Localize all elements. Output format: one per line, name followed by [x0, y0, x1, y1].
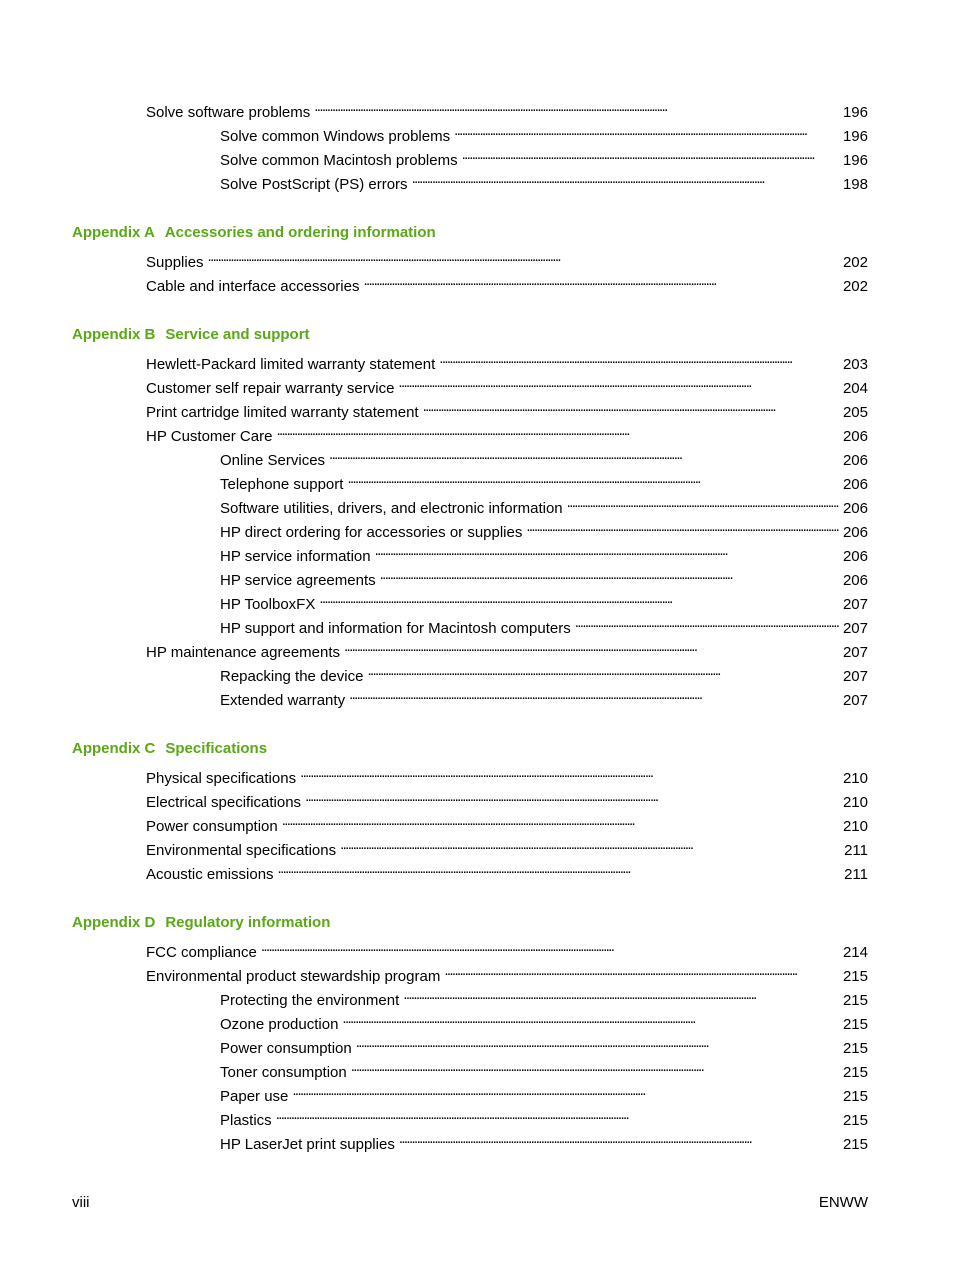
- toc-entry-title: HP service agreements: [220, 572, 376, 589]
- toc-entry-title: Environmental specifications: [146, 842, 337, 859]
- dot-leader: [342, 1008, 839, 1029]
- dot-leader: [526, 516, 839, 537]
- toc-entry-page: 196: [842, 104, 868, 121]
- toc-entry[interactable]: [220, 660, 868, 684]
- toc-entry-page: 210: [842, 818, 868, 835]
- dot-leader: [344, 636, 839, 657]
- toc-entry-title: Power consumption: [146, 818, 278, 835]
- appendix-heading[interactable]: [72, 324, 868, 348]
- appendix-label: Appendix A: [72, 224, 155, 241]
- toc-entry[interactable]: [146, 636, 868, 660]
- toc-entry-page: 215: [842, 1064, 868, 1081]
- toc-entry[interactable]: [220, 540, 868, 564]
- toc-entry[interactable]: [146, 348, 868, 372]
- toc-entry-page: 210: [842, 794, 868, 811]
- toc-entry[interactable]: [220, 168, 868, 192]
- dot-leader: [356, 1032, 839, 1053]
- dot-leader: [575, 612, 839, 633]
- toc-entry-page: 207: [842, 644, 868, 661]
- dot-leader: [454, 120, 839, 141]
- toc-entry[interactable]: [146, 810, 868, 834]
- toc-entry-title: Print cartridge limited warranty statement: [146, 404, 419, 421]
- toc-entry[interactable]: [146, 246, 868, 270]
- toc-entry-title: Paper use: [220, 1088, 289, 1105]
- toc-section: [72, 738, 868, 882]
- dot-leader: [403, 984, 839, 1005]
- toc-entry-page: 207: [842, 620, 868, 637]
- toc-entry-page: 207: [842, 668, 868, 685]
- toc-entry-title: Online Services: [220, 452, 326, 469]
- dot-leader: [300, 762, 839, 783]
- appendix-label: Appendix B: [72, 326, 156, 343]
- toc-entry-title: Acoustic emissions: [146, 866, 274, 883]
- dot-leader: [347, 468, 839, 489]
- toc-entry-title: Protecting the environment: [220, 992, 400, 1009]
- appendix-title: Accessories and ordering information: [164, 224, 436, 241]
- toc-entry[interactable]: [220, 120, 868, 144]
- toc-entry[interactable]: [220, 492, 868, 516]
- toc-entry-page: 204: [842, 380, 868, 397]
- dot-leader: [276, 1104, 839, 1125]
- toc-entry-title: Cable and interface accessories: [146, 278, 360, 295]
- dot-leader: [349, 684, 839, 705]
- toc-entry[interactable]: [220, 144, 868, 168]
- toc-entry-title: Environmental product stewardship program: [146, 968, 441, 985]
- toc-entry-page: 206: [842, 428, 868, 445]
- toc-entry-title: Hewlett-Packard limited warranty statement: [146, 356, 436, 373]
- dot-leader: [261, 936, 839, 957]
- dot-leader: [412, 168, 839, 189]
- toc-entry[interactable]: [220, 612, 868, 636]
- appendix-heading[interactable]: [72, 912, 868, 936]
- toc-section: [72, 912, 868, 1152]
- toc-entry-title: Repacking the device: [220, 668, 364, 685]
- dot-leader: [380, 564, 839, 585]
- toc-entry-page: 198: [842, 176, 868, 193]
- toc-entry-page: 211: [844, 866, 868, 883]
- toc-entry-title: HP maintenance agreements: [146, 644, 341, 661]
- dot-leader: [439, 348, 839, 369]
- toc-entry-title: Extended warranty: [220, 692, 346, 709]
- toc-entry-title: Ozone production: [220, 1016, 339, 1033]
- toc-entry-page: 215: [842, 992, 868, 1009]
- page-number: viii: [72, 1194, 90, 1211]
- dot-leader: [398, 372, 839, 393]
- toc-entry-page: 206: [842, 452, 868, 469]
- toc-entry-title: HP LaserJet print supplies: [220, 1136, 395, 1153]
- dot-leader: [305, 786, 839, 807]
- dot-leader: [319, 588, 839, 609]
- toc-entry-page: 196: [842, 152, 868, 169]
- toc-entry-title: Toner consumption: [220, 1064, 347, 1081]
- toc-entry-title: HP Customer Care: [146, 428, 273, 445]
- dot-leader: [314, 96, 839, 117]
- toc-entry[interactable]: [146, 834, 868, 858]
- dot-leader: [375, 540, 839, 561]
- toc-entry[interactable]: [220, 1056, 868, 1080]
- toc-entry-page: 205: [842, 404, 868, 421]
- toc-section: [72, 324, 868, 708]
- toc-entry[interactable]: [220, 564, 868, 588]
- toc-entry-title: HP support and information for Macintosh computers: [220, 620, 571, 637]
- toc-entry-title: Power consumption: [220, 1040, 352, 1057]
- toc-entry[interactable]: [220, 984, 868, 1008]
- toc-entry-page: 215: [842, 1040, 868, 1057]
- toc-entry-title: Solve common Macintosh problems: [220, 152, 458, 169]
- toc-entry[interactable]: [146, 420, 868, 444]
- dot-leader: [292, 1080, 839, 1101]
- toc-entry-page: 211: [844, 842, 868, 859]
- toc-section: [72, 222, 868, 294]
- toc-entry-title: Customer self repair warranty service: [146, 380, 395, 397]
- toc-entry[interactable]: [220, 516, 868, 540]
- toc-entry[interactable]: [220, 588, 868, 612]
- toc-entry-title: Electrical specifications: [146, 794, 302, 811]
- dot-leader: [329, 444, 839, 465]
- toc-entry[interactable]: [220, 444, 868, 468]
- toc-entry-page: 215: [842, 1112, 868, 1129]
- toc-entry-page: 202: [842, 278, 868, 295]
- toc-entry[interactable]: [220, 1104, 868, 1128]
- dot-leader: [282, 810, 839, 831]
- toc-entry[interactable]: [146, 960, 868, 984]
- dot-leader: [423, 396, 839, 417]
- toc-entry-page: 206: [842, 500, 868, 517]
- toc-entry-title: HP service information: [220, 548, 371, 565]
- toc-entry-page: 206: [842, 572, 868, 589]
- appendix-heading[interactable]: [72, 738, 868, 762]
- dot-leader: [399, 1128, 839, 1149]
- toc-entry[interactable]: [146, 858, 868, 882]
- toc-entry-page: 214: [842, 944, 868, 961]
- toc-entry-title: Solve PostScript (PS) errors: [220, 176, 408, 193]
- appendix-title: Regulatory information: [165, 914, 331, 931]
- toc-entry[interactable]: [220, 684, 868, 708]
- toc-entry-title: Solve software problems: [146, 104, 311, 121]
- toc-entry[interactable]: [220, 1080, 868, 1104]
- toc-entry-title: Supplies: [146, 254, 204, 271]
- dot-leader: [567, 492, 839, 513]
- dot-leader: [340, 834, 840, 855]
- toc-entry-page: 206: [842, 548, 868, 565]
- dot-leader: [367, 660, 839, 681]
- toc-entry-page: 207: [842, 692, 868, 709]
- toc-entry-page: 215: [842, 1088, 868, 1105]
- dot-leader: [276, 420, 839, 441]
- toc-entry[interactable]: [220, 1032, 868, 1056]
- dot-leader: [444, 960, 839, 981]
- toc-entry[interactable]: [146, 96, 868, 120]
- dot-leader: [351, 1056, 839, 1077]
- toc-entry-title: HP direct ordering for accessories or supplies: [220, 524, 523, 541]
- page-footer: [72, 1192, 868, 1214]
- toc-entry-page: 206: [842, 476, 868, 493]
- toc-entry-page: 196: [842, 128, 868, 145]
- toc-entry-title: Physical specifications: [146, 770, 297, 787]
- toc-entry[interactable]: [220, 1128, 868, 1152]
- toc-entry[interactable]: [146, 762, 868, 786]
- dot-leader: [363, 270, 839, 291]
- toc-entry[interactable]: [146, 372, 868, 396]
- toc-entry-title: Software utilities, drivers, and electronic information: [220, 500, 563, 517]
- dot-leader: [208, 246, 839, 267]
- toc-entry-page: 207: [842, 596, 868, 613]
- document-code: ENWW: [818, 1194, 868, 1211]
- table-of-contents: [72, 96, 868, 1152]
- toc-entry[interactable]: [220, 468, 868, 492]
- appendix-heading[interactable]: [72, 222, 868, 246]
- toc-entry-page: 202: [842, 254, 868, 271]
- toc-entry[interactable]: [146, 270, 868, 294]
- appendix-title: Specifications: [165, 740, 268, 757]
- toc-section: [72, 96, 868, 192]
- appendix-label: Appendix C: [72, 740, 156, 757]
- toc-entry-page: 203: [842, 356, 868, 373]
- toc-entry-page: 210: [842, 770, 868, 787]
- toc-entry-page: 215: [842, 1136, 868, 1153]
- appendix-title: Service and support: [165, 326, 310, 343]
- toc-entry-page: 215: [842, 1016, 868, 1033]
- toc-entry-title: HP ToolboxFX: [220, 596, 316, 613]
- toc-entry[interactable]: [220, 1008, 868, 1032]
- toc-entry-title: Telephone support: [220, 476, 344, 493]
- toc-entry-title: Solve common Windows problems: [220, 128, 451, 145]
- appendix-label: Appendix D: [72, 914, 156, 931]
- toc-entry-title: FCC compliance: [146, 944, 257, 961]
- toc-entry-title: Plastics: [220, 1112, 272, 1129]
- toc-entry[interactable]: [146, 786, 868, 810]
- toc-entry[interactable]: [146, 396, 868, 420]
- dot-leader: [278, 858, 841, 879]
- dot-leader: [462, 144, 839, 165]
- toc-entry[interactable]: [146, 936, 868, 960]
- toc-entry-page: 206: [842, 524, 868, 541]
- toc-entry-page: 215: [842, 968, 868, 985]
